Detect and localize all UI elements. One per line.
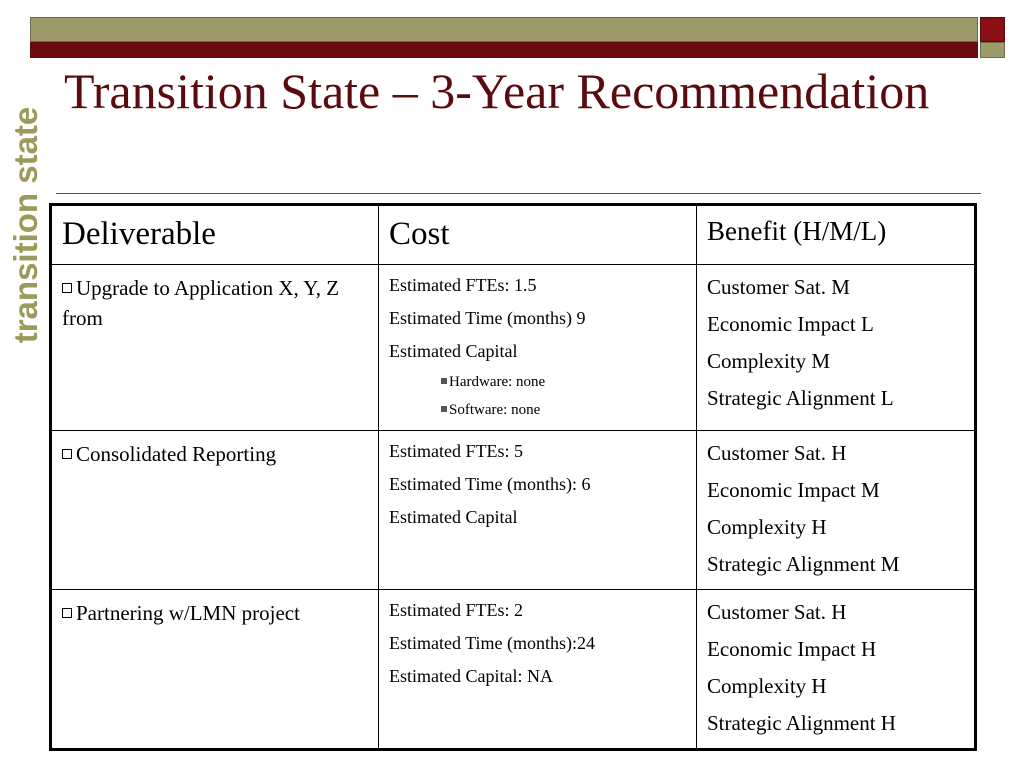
cost-cell [379,265,697,431]
cost-line: Estimated Time (months): 6 [389,474,591,494]
cost-line: Estimated Time (months):24 [389,633,596,653]
square-bullet-icon [62,283,72,293]
benefit-line: Economic Impact M [707,478,880,502]
deliverable-cell [51,590,379,750]
cost-subitem: Software: none [389,396,686,424]
benefit-line: Strategic Alignment M [707,552,900,576]
benefit-cell [697,431,976,590]
benefit-line: Economic Impact L [707,312,874,336]
square-bullet-icon [62,608,72,618]
filled-square-bullet-icon [441,378,447,384]
deliverable-text: Upgrade to Application X, Y, Z from [62,276,340,330]
benefit-line: Complexity H [707,674,827,698]
header-olive-bar [30,17,978,42]
header-deliverable: Deliverable [51,205,379,265]
cost-line: Estimated FTEs: 5 [389,441,523,461]
benefit-line: Customer Sat. H [707,600,847,624]
slide-title: Transition State – 3-Year Recommendation [64,63,930,119]
header-benefit: Benefit (H/M/L) [697,205,976,265]
cost-line: Estimated FTEs: 1.5 [389,275,537,295]
cost-line: Estimated Capital: NA [389,666,553,686]
title-divider [56,193,981,194]
cost-line: Estimated Capital [389,507,518,527]
deliverable-text: Consolidated Reporting [76,442,277,466]
benefit-line: Complexity H [707,515,827,539]
deliverable-cell [51,431,379,590]
cost-line: Estimated Capital [389,341,518,361]
cost-cell [379,590,697,750]
benefit-line: Customer Sat. H [707,441,847,465]
cost-line: Estimated FTEs: 2 [389,600,523,620]
benefit-cell [697,265,976,431]
deliverable-cell [51,265,379,431]
table-row [51,431,976,590]
table-header-row [51,205,976,265]
benefit-line: Strategic Alignment H [707,711,896,735]
table-row [51,265,976,431]
benefit-cell [697,590,976,750]
header-olive-square [980,42,1005,58]
benefit-line: Customer Sat. M [707,275,850,299]
filled-square-bullet-icon [441,406,447,412]
benefit-line: Complexity M [707,349,831,373]
benefit-line: Strategic Alignment L [707,386,894,410]
benefit-line: Economic Impact H [707,637,877,661]
cost-line: Estimated Time (months) 9 [389,308,586,328]
deliverables-table [49,203,977,751]
deliverable-text: Partnering w/LMN project [76,601,300,625]
header-maroon-square [980,17,1005,42]
header-cost: Cost [379,205,697,265]
square-bullet-icon [62,449,72,459]
cost-cell [379,431,697,590]
cost-subitem: Hardware: none [389,368,686,396]
table-row [51,590,976,750]
side-label: transition state [7,106,44,344]
